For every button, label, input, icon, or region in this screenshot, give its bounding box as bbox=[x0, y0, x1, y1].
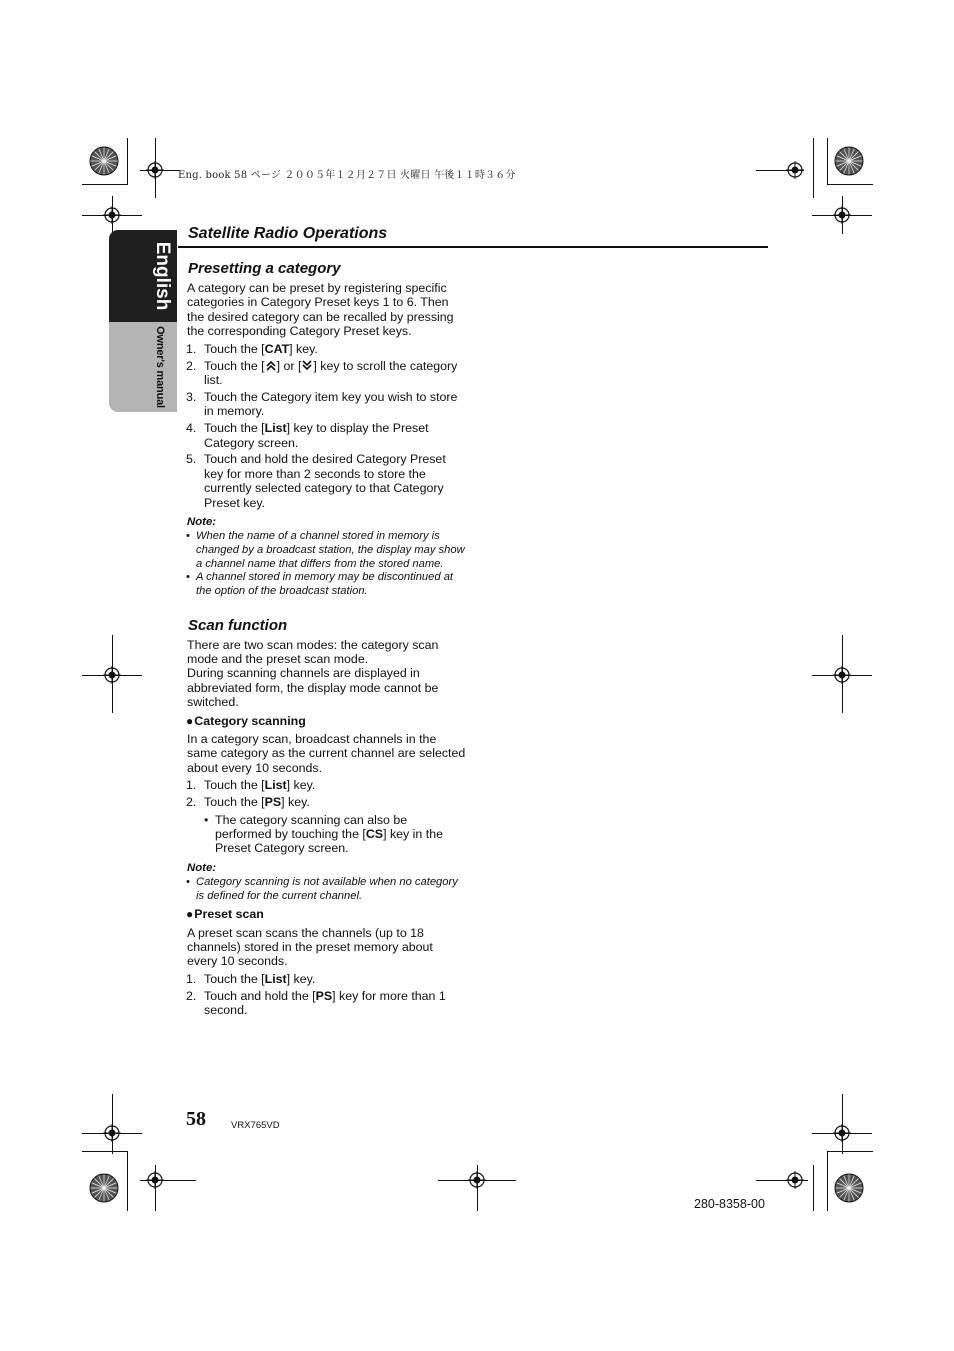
scan-heading: Scan function bbox=[188, 616, 288, 634]
step-1: 1. Touch the [List] key. bbox=[186, 971, 316, 986]
language-label: English bbox=[152, 241, 173, 311]
registration-crosshair-icon bbox=[786, 161, 804, 179]
step-2: 2. Touch the [ ] or [ ] key to scroll the category list. bbox=[186, 358, 458, 387]
step-4: 4. Touch the [List] key to display the Preset Category screen. bbox=[186, 421, 429, 450]
step-2: 2. Touch and hold the [PS] key for more than 1 second. bbox=[186, 988, 446, 1018]
registration-crosshair-icon bbox=[786, 1171, 804, 1189]
content-column bbox=[186, 260, 466, 1021]
sub-item: • The category scanning can also be performed by touching the [CS] key in the Preset Category screen. bbox=[204, 813, 466, 856]
note-list bbox=[186, 876, 466, 903]
manual-tab bbox=[109, 322, 177, 412]
presetting-intro: A category can be preset by registering specific categories in Category Preset keys 1 to 6. Then the desired category can be recalled by pressing the corresponding Category Preset keys. bbox=[187, 281, 454, 339]
step-2: 2. Touch the [PS] key. bbox=[186, 795, 310, 810]
note-item: • When the name of a channel stored in memory is changed by a broadcast station, the display may show a channel name that differs from the stored name. bbox=[186, 530, 466, 571]
step-3: 3. Touch the Category item key you wish to store in memory. bbox=[186, 389, 458, 419]
note-label: Note: bbox=[187, 861, 217, 874]
preset-scan-text: A preset scan scans the channels (up to 18 channels) stored in the preset memory about every 10 seconds. bbox=[187, 925, 433, 969]
starburst-target-icon bbox=[834, 146, 864, 176]
presetting-heading: Presetting a category bbox=[188, 260, 341, 277]
preset-scan-title: ●Preset scan bbox=[186, 907, 264, 922]
category-scanning-sub bbox=[204, 813, 466, 856]
manual-label: Owner's manual bbox=[154, 326, 166, 408]
header-rule bbox=[178, 246, 768, 248]
starburst-target-icon bbox=[89, 146, 119, 176]
presetting-steps bbox=[186, 342, 466, 510]
category-scanning-text: In a category scan, broadcast channels in the same category as the current channel are selected about every 10 seconds. bbox=[187, 732, 466, 775]
registration-crosshair-icon bbox=[468, 1171, 486, 1189]
preset-scan-steps bbox=[186, 972, 466, 1018]
registration-crosshair-icon bbox=[833, 206, 851, 224]
registration-crosshair-icon bbox=[103, 1124, 121, 1142]
step-1: 1. Touch the [CAT] key. bbox=[186, 341, 318, 356]
scan-intro: There are two scan modes: the category scan mode and the preset scan mode. bbox=[187, 637, 439, 667]
print-info-line: Eng. book 58 ページ ２００５年１２月２７日 火曜日 午後１１時３６分 bbox=[178, 170, 516, 181]
registration-crosshair-icon bbox=[103, 206, 121, 224]
model-code: VRX765VD bbox=[231, 1120, 280, 1131]
double-down-arrow-icon bbox=[301, 359, 313, 372]
registration-crosshair-icon bbox=[833, 666, 851, 684]
starburst-target-icon bbox=[834, 1173, 864, 1203]
registration-crosshair-icon bbox=[833, 1124, 851, 1142]
note-label: Note: bbox=[187, 516, 217, 529]
step-5: 5. Touch and hold the desired Category Preset key for more than 2 seconds to store the currently selected category to that Category Preset key. bbox=[186, 452, 446, 510]
section-header: Satellite Radio Operations bbox=[188, 225, 388, 242]
note-item: • Category scanning is not available when no category is defined for the current channel. bbox=[186, 876, 466, 903]
note-item: • A channel stored in memory may be discontinued at the option of the broadcast station. bbox=[186, 571, 466, 598]
registration-crosshair-icon bbox=[103, 666, 121, 684]
step-1: 1. Touch the [List] key. bbox=[186, 778, 316, 793]
category-scanning-title: ●Category scanning bbox=[186, 713, 306, 728]
note-list bbox=[186, 530, 466, 599]
registration-crosshair-icon bbox=[146, 161, 164, 179]
registration-crosshair-icon bbox=[146, 1171, 164, 1189]
document-number: 280-8358-00 bbox=[694, 1197, 765, 1211]
double-up-arrow-icon bbox=[265, 359, 277, 372]
starburst-target-icon bbox=[89, 1173, 119, 1203]
page-number: 58 bbox=[186, 1108, 206, 1130]
category-scanning-steps bbox=[186, 778, 466, 809]
scan-intro-2: During scanning channels are displayed in abbreviated form, the display mode cannot be switched. bbox=[187, 666, 439, 710]
